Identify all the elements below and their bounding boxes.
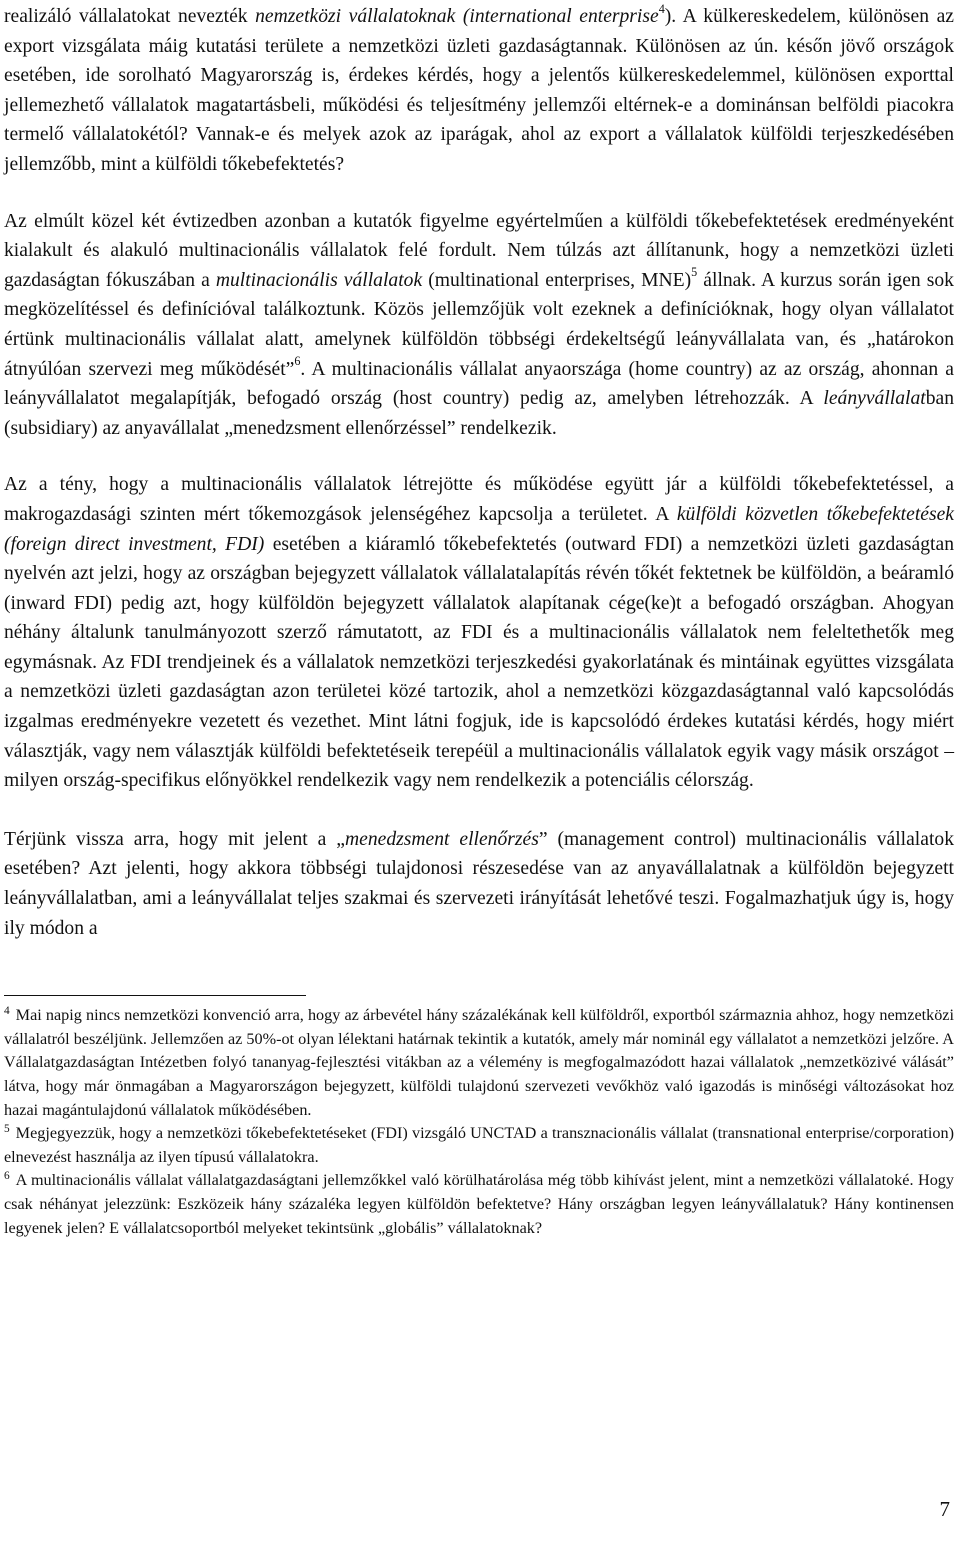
footnote-number: 5 bbox=[4, 1122, 10, 1135]
paragraph-3 bbox=[4, 470, 954, 796]
paragraph-2-italic-term-subsidiary: leányvállalat bbox=[823, 388, 926, 410]
document-page bbox=[4, 0, 954, 1240]
paragraph-1 bbox=[4, 2, 954, 180]
paragraph-1-italic-term: nemzetközi vállalatoknak (international enterprise bbox=[255, 6, 659, 27]
paragraph-2-text-c: állnak. A kurzus során igen sok megközelítéssel és definícióval találkoztunk. Közös jellemzőjük volt ezeknek a definícióknak, hogy olyan vállalatot értünk multinacionális vállalat alatt, amelynek külföldön többségi érdekeltségű leányvállalata van, és „határokon átnyúlóan szervezi meg működését” bbox=[4, 269, 954, 380]
paragraph-2 bbox=[4, 207, 954, 444]
page-number: 7 bbox=[939, 1497, 950, 1521]
paragraph-1-text-a: realizáló vállalatokat nevezték bbox=[4, 6, 256, 27]
paragraph-2-italic-term-mne: multinacionális vállalatok bbox=[215, 269, 423, 291]
paragraph-4-text-b: ” (management control) multinacionális vállalatok esetében? Azt jelenti, hogy akkora többségi tulajdonosi részesedése van az anyavállalatnak a külföldön bejegyzett leányvállalatban, ami a leányvállalat teljes szakmai és szervezeti irányítását lehetővé teszi. Fogalmazhatjuk úgy is, hogy ily módon a bbox=[4, 828, 954, 939]
footnote-4 bbox=[4, 1004, 954, 1122]
paragraph-2-text-b: (multinational enterprises, MNE) bbox=[422, 269, 692, 291]
footnote-separator bbox=[4, 995, 306, 996]
footnote-text: Mai napig nincs nemzetközi konvenció arra, hogy az árbevétel hány százalékának kell külföldről, exportból származnia ahhoz, hogy nemzetközi vállalatról beszéljünk. Jellemzően az 50%-ot olyan lélektani határnak tekintik a kutatók, amely már nominál egy vállalatot a nemzetközi jelzőre. A Vállalatgazdaságtan Intézetben folyó tananyag-fejlesztési vitákban az a vélemény is megfogalmazódott hazai vállalatok „nemzetközivé válását” látva, hogy már önmagában a Magyarországon bejegyzett, külföldi tulajdonú szervezeti vevőkhöz való igazodás is minőségi változásokat hoz hazai magántulajdonú vállalatok működésében. bbox=[4, 1006, 954, 1119]
paragraph-1-text-b: ). A külkereskedelem, különösen az export vizsgálata máig kutatási területe a nemzetközi üzleti gazdaságtannak. Különösen az ún. későn jövő országok esetében, ide sorolható Magyarország is, érdekes kérdés, hogy a jelentős külkereskedelemmel, különösen exporttal jellemezhető vállalatok magatartásbeli, működési és teljesítmény jellemzői eltérnek-e a dominánsan belföldi piacokra termelő vállalatokétól? Vannak-e és melyek azok az iparágak, ahol az export a vállalatok külföldi terjeszkedésében jellemzőbb, mint a külföldi tőkebefektetés? bbox=[4, 6, 954, 175]
footnote-number: 4 bbox=[4, 1004, 10, 1017]
footnote-number: 6 bbox=[4, 1169, 10, 1182]
footnote-text: A multinacionális vállalat vállalatgazdaságtani jellemzőkkel való körülhatárolása még több kihívást jelent, mint a nemzetközi vállalatoké. Hogy csak néhányat jelezzünk: Eszközeik hány százaléka legyen külföldön befektetve? Hány országban legyen leányvállalatuk? Hány kontinensen legyenek jelen? E vállalatcsoportból melyeket tekintsünk „globális” vállalatoknak? bbox=[4, 1171, 954, 1237]
paragraph-4-text-a: Térjünk vissza arra, hogy mit jelent a „ bbox=[4, 828, 345, 850]
footnote-text: Megjegyezzük, hogy a nemzetközi tőkebefektetéseket (FDI) vizsgáló UNCTAD a transznacionális vállalat (transnational enterprise/corporation) elnevezést használja az ilyen típusú vállalatokra. bbox=[4, 1124, 954, 1166]
paragraph-3-italic-term-fdi: külföldi közvetlen tőkebefektetések (foreign direct investment, FDI) bbox=[4, 503, 954, 555]
footnote-ref-6: 6 bbox=[294, 354, 301, 369]
paragraph-2-text-e: ban (subsidiary) az anyavállalat „menedzsment ellenőrzéssel” rendelkezik. bbox=[4, 388, 954, 439]
footnote-ref-4: 4 bbox=[658, 1, 665, 16]
paragraph-2-text-a: Az elmúlt közel két évtizedben azonban a kutatók figyelme egyértelműen a külföldi tőkebefektetések eredményeként kialakult és alakuló multinacionális vállalatok felé fordult. Nem túlzás azt állítanunk, hogy a nemzetközi üzleti gazdaságtan fókuszában a bbox=[4, 210, 954, 291]
footnote-6 bbox=[4, 1169, 954, 1240]
paragraph-4 bbox=[4, 825, 954, 943]
paragraph-3-text-b: esetében a kiáramló tőkebefektetés (outward FDI) a nemzetközi üzleti gazdaságtan nyelvén azt jelzi, hogy az országban bejegyzett vállalatok vállalatalapítás révén tőkét fektetnek be külföldön, a beáramló (inward FDI) pedig azt, hogy külföldön bejegyzett vállalatok alapítanak cége(ke)t a befogadó országban. Ahogyan néhány általunk tanulmányozott szerző rámutatott, az FDI és a multinacionális vállalatok nem feleltethetők meg egymásnak. Az FDI trendjeinek és a vállalatok nemzetközi terjeszkedési gyakorlatának és mintáinak együttes vizsgálata a nemzetközi üzleti gazdaságtan azon területei közé tartozik, ahol a nemzetközi közgazdaságtannal való kapcsolódás izgalmas eredményekre vezetett és vezethet. Mint látni fogjuk, ide is kapcsolódó érdekes kutatási kérdés, hogy miért választják, vagy nem választják külföldi befektetéseik terepéül a multinacionális vállalatok egyik vagy másik országot – milyen ország-specifikus előnyökkel rendelkezik vagy nem rendelkezik a potenciális célország. bbox=[4, 533, 954, 792]
paragraph-4-italic-term: menedzsment ellenőrzés bbox=[345, 828, 539, 850]
footnote-5 bbox=[4, 1122, 954, 1169]
paragraph-3-text-a: Az a tény, hogy a multinacionális vállalatok létrejötte és működése együtt jár a külföldi tőkebefektetéssel, a makrogazdasági szinten mért tőkemozgások jelenségéhez kapcsolja a területet. A bbox=[4, 474, 954, 525]
paragraph-2-text-d: . A multinacionális vállalat anyaországa (home country) az az ország, ahonnan a leányvállalatot megalapítják, befogadó ország (host country) pedig az, amelyben létrehozzák. A bbox=[4, 358, 955, 410]
footnote-ref-5: 5 bbox=[691, 265, 698, 280]
